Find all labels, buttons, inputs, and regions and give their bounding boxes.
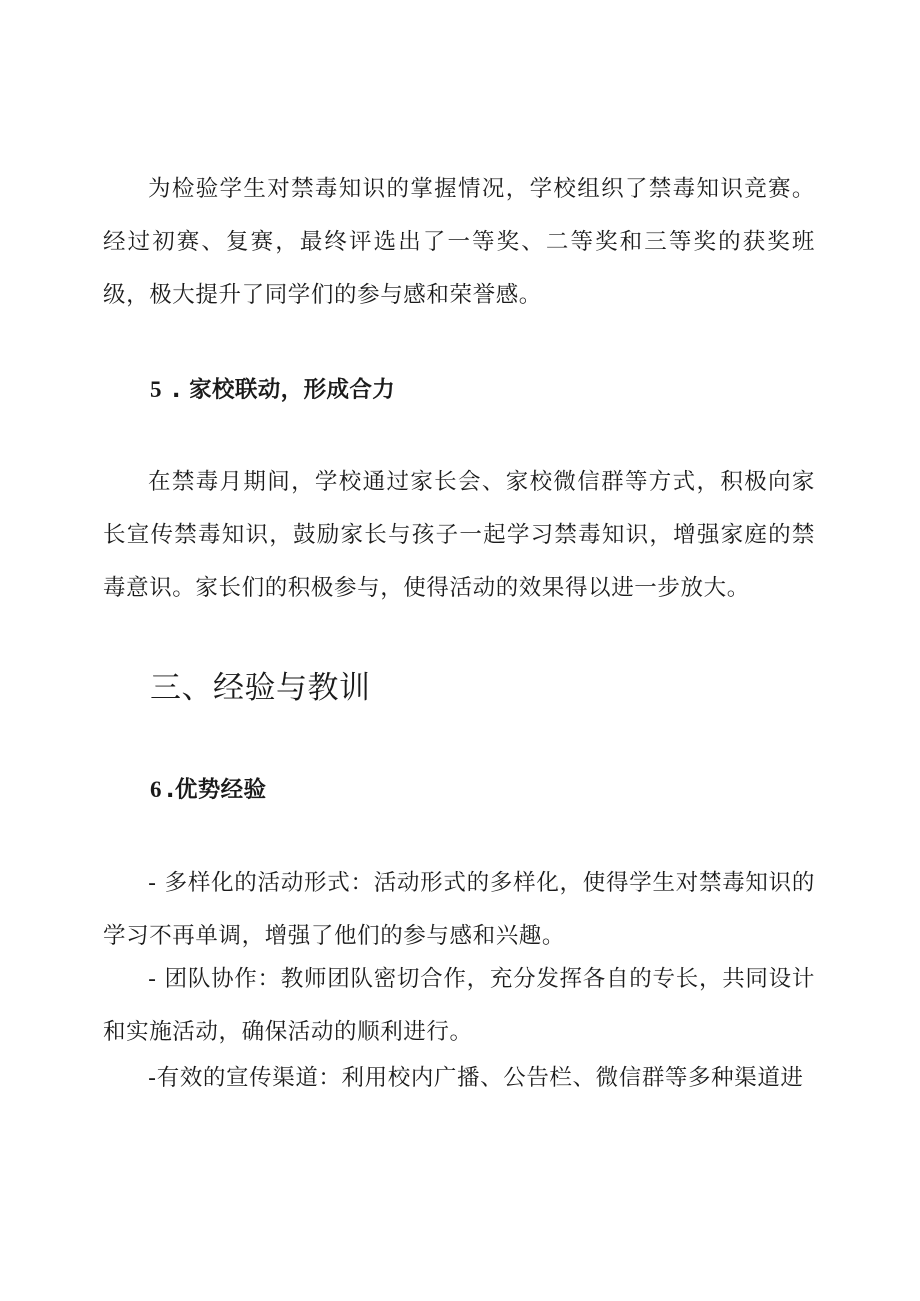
list-item-teamwork: - 团队协作：教师团队密切合作，充分发挥各自的专长，共同设计和实施活动，确保活动的顺利进行。 [103, 966, 815, 1045]
list-item-diverse-activities: - 多样化的活动形式：活动形式的多样化，使得学生对禁毒知识的学习不再单调，增强了他们的参与感和兴趣。 [103, 870, 815, 949]
paragraph-home-school: 在禁毒月期间，学校通过家长会、家校微信群等方式，积极向家长宣传禁毒知识，鼓励家长与孩子一起学习禁毒知识，增强家庭的禁毒意识。家长们的积极参与，使得活动的效果得以进一步放大。 [103, 469, 815, 601]
subheading-text: .优势经验 [165, 777, 267, 803]
list-item-publicity-channels: -有效的宣传渠道：利用校内广播、公告栏、微信群等多种渠道进 [148, 1065, 804, 1091]
subheading-number: 6 [150, 777, 162, 802]
subheading-number: 5 [150, 377, 162, 402]
section-heading-experience-lessons: 三、经验与教训 [150, 670, 371, 706]
subheading-home-school-linkage [150, 363, 395, 417]
subheading-text: . 家校联动，形成合力 [171, 377, 396, 403]
subheading-advantages [150, 763, 266, 817]
paragraph-knowledge-contest: 为检验学生对禁毒知识的掌握情况，学校组织了禁毒知识竞赛。经过初赛、复赛，最终评选出了一等奖、二等奖和三等奖的获奖班级，极大提升了同学们的参与感和荣誉感。 [103, 176, 815, 308]
